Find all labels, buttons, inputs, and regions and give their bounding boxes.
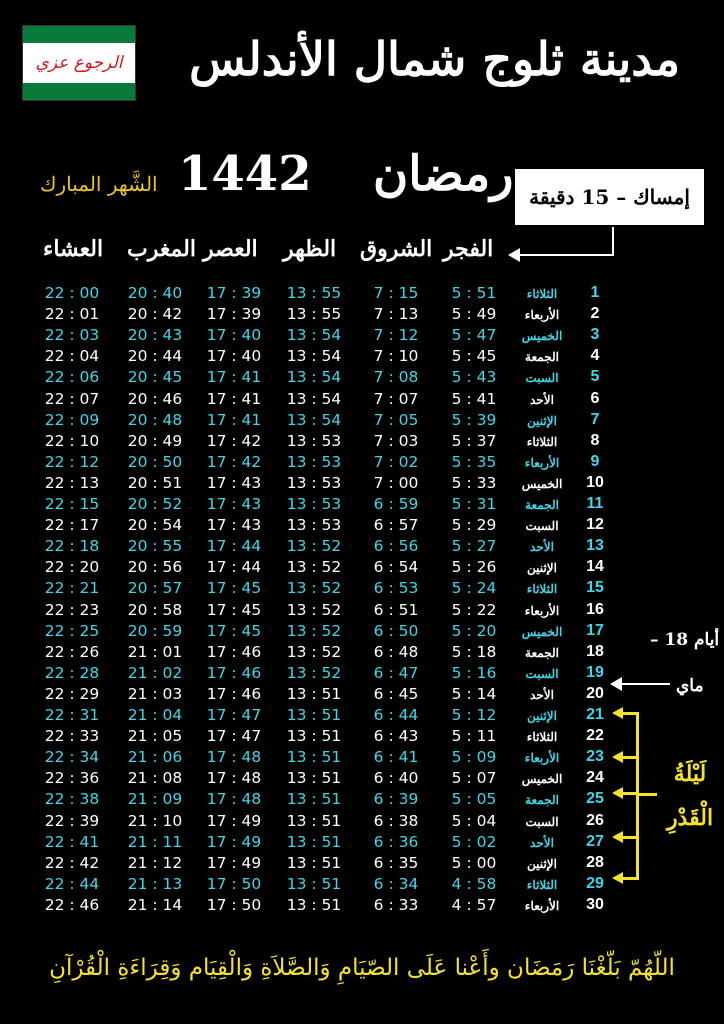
cell-isha: 22 : 26 [44, 642, 100, 661]
cell-day: الثلاثاء [526, 434, 558, 449]
cell-day: الأحد [530, 687, 554, 702]
cell-asr: 17 : 47 [206, 727, 262, 746]
cell-maghrib: 20 : 45 [127, 368, 183, 387]
cell-isha: 22 : 09 [44, 410, 100, 429]
cell-sunrise: 6 : 38 [373, 811, 419, 830]
page-title: مدينة ثلوج شمال الأندلس [189, 32, 680, 86]
cell-asr: 17 : 45 [206, 579, 262, 598]
flag-logo [22, 25, 136, 101]
cell-fajr: 5 : 16 [451, 663, 497, 682]
qadr-connector [639, 793, 657, 796]
qadr-tick-27 [622, 836, 636, 839]
cell-maghrib: 21 : 08 [127, 769, 183, 788]
cell-day: الإثنين [527, 709, 557, 723]
cell-fajr: 5 : 11 [451, 727, 497, 746]
cell-maghrib: 20 : 54 [127, 516, 183, 535]
cell-day-number: 23 [586, 748, 604, 766]
cell-isha: 22 : 15 [44, 495, 100, 513]
cell-day-number: 14 [586, 558, 604, 576]
cell-maghrib: 20 : 49 [127, 431, 183, 450]
cell-sunrise: 7 : 13 [373, 305, 419, 324]
cell-sunrise: 6 : 51 [373, 600, 419, 619]
blessed-month-label: الشَّهر المبارك [40, 172, 158, 196]
cell-day-number: 25 [586, 790, 604, 808]
cell-maghrib: 20 : 40 [127, 284, 183, 302]
cell-isha: 22 : 33 [44, 727, 100, 746]
cell-asr: 17 : 48 [206, 769, 262, 788]
cell-isha: 22 : 23 [44, 600, 100, 619]
cell-fajr: 5 : 04 [451, 811, 497, 830]
imsak-connector-horizontal [520, 254, 614, 256]
cell-fajr: 5 : 27 [451, 537, 497, 556]
cell-dhuhr: 13 : 51 [286, 684, 342, 703]
table-row [0, 474, 724, 496]
cell-maghrib: 20 : 46 [127, 389, 183, 408]
cell-day-number: 1 [590, 284, 600, 301]
cell-day: الجمعة [525, 350, 559, 365]
cell-fajr: 5 : 26 [451, 558, 497, 577]
cell-day-number: 27 [586, 832, 604, 850]
may-connector [622, 683, 670, 685]
cell-sunrise: 6 : 57 [373, 516, 419, 535]
cell-day: الأحد [530, 392, 554, 407]
cell-asr: 17 : 50 [206, 895, 262, 914]
qadr-arrow-icon-21 [612, 707, 623, 719]
cell-day-number: 16 [586, 600, 604, 618]
may-arrow-icon [610, 677, 622, 691]
cell-dhuhr: 13 : 53 [286, 516, 342, 535]
cell-asr: 17 : 42 [206, 431, 262, 450]
table-row [0, 390, 724, 412]
cell-isha: 22 : 28 [44, 663, 100, 682]
cell-day: الثلاثاء [526, 730, 558, 745]
cell-sunrise: 6 : 44 [373, 706, 419, 724]
cell-day: الإثنين [527, 856, 557, 871]
qadr-arrow-icon-25 [612, 787, 623, 799]
cell-asr: 17 : 39 [206, 305, 262, 324]
cell-sunrise: 7 : 05 [373, 410, 419, 429]
cell-fajr: 5 : 09 [451, 748, 497, 767]
qadr-arrow-icon-29 [612, 872, 623, 884]
cell-day-number: 5 [590, 368, 600, 386]
imsak-connector-vertical [612, 227, 614, 255]
cell-fajr: 5 : 43 [451, 368, 497, 387]
cell-sunrise: 7 : 15 [373, 284, 419, 302]
cell-dhuhr: 13 : 52 [286, 600, 342, 619]
qadr-arrow-icon-27 [612, 831, 623, 843]
cell-fajr: 5 : 22 [451, 600, 497, 619]
cell-fajr: 5 : 47 [451, 326, 497, 345]
cell-isha: 22 : 13 [44, 473, 100, 492]
cell-sunrise: 6 : 53 [373, 579, 419, 598]
cell-dhuhr: 13 : 52 [286, 558, 342, 577]
qadr-bracket [636, 712, 639, 880]
cell-dhuhr: 13 : 54 [286, 368, 342, 387]
header-isha: العشاء [43, 236, 104, 262]
cell-dhuhr: 13 : 52 [286, 642, 342, 661]
month-year: 1442 [178, 146, 312, 202]
header-maghrib: المغرب [127, 236, 196, 262]
cell-maghrib: 20 : 57 [127, 579, 183, 598]
laylat-al-qadr-label: لَيْلَةُ الْقَدْرِ [666, 761, 714, 831]
cell-dhuhr: 13 : 53 [286, 473, 342, 492]
cell-fajr: 5 : 02 [451, 832, 497, 851]
table-row [0, 537, 724, 559]
qadr-tick-29 [622, 877, 636, 880]
cell-fajr: 5 : 45 [451, 347, 497, 366]
cell-fajr: 4 : 58 [451, 874, 497, 893]
cell-sunrise: 6 : 41 [373, 748, 419, 767]
table-row [0, 453, 724, 475]
imsak-arrow-icon [508, 248, 520, 262]
cell-sunrise: 7 : 00 [373, 473, 419, 492]
cell-dhuhr: 13 : 51 [286, 706, 342, 724]
header-sunrise: الشروق [360, 236, 433, 262]
cell-day-number: 3 [590, 326, 600, 344]
cell-dhuhr: 13 : 55 [286, 284, 342, 302]
cell-maghrib: 21 : 05 [127, 727, 183, 746]
cell-fajr: 5 : 37 [451, 431, 497, 450]
logo-text: الرجوع عزي [35, 53, 123, 73]
table-row [0, 601, 724, 623]
cell-sunrise: 6 : 59 [373, 495, 419, 513]
cell-isha: 22 : 39 [44, 811, 100, 830]
cell-isha: 22 : 29 [44, 684, 100, 703]
cell-asr: 17 : 42 [206, 452, 262, 471]
cell-isha: 22 : 21 [44, 579, 100, 598]
table-row [0, 643, 724, 665]
qadr-tick-21 [622, 712, 636, 715]
table-row [0, 368, 724, 390]
cell-asr: 17 : 43 [206, 516, 262, 535]
cell-asr: 17 : 43 [206, 495, 262, 513]
cell-day: الأحد [530, 835, 554, 850]
cell-dhuhr: 13 : 51 [286, 853, 342, 872]
cell-dhuhr: 13 : 55 [286, 305, 342, 324]
cell-isha: 22 : 42 [44, 853, 100, 872]
cell-sunrise: 7 : 02 [373, 452, 419, 471]
cell-fajr: 5 : 24 [451, 579, 497, 598]
cell-sunrise: 6 : 35 [373, 853, 419, 872]
cell-fajr: 5 : 07 [451, 769, 497, 788]
cell-day: الثلاثاء [526, 287, 558, 301]
cell-dhuhr: 13 : 51 [286, 748, 342, 767]
cell-day: الخميس [521, 329, 563, 344]
cell-dhuhr: 13 : 51 [286, 832, 342, 851]
cell-isha: 22 : 17 [44, 516, 100, 535]
cell-isha: 22 : 04 [44, 347, 100, 366]
cell-asr: 17 : 41 [206, 410, 262, 429]
month-title [178, 146, 513, 202]
cell-sunrise: 6 : 36 [373, 832, 419, 851]
table-row [0, 727, 724, 749]
cell-fajr: 4 : 57 [451, 895, 497, 914]
cell-fajr: 5 : 00 [451, 853, 497, 872]
table-row [0, 432, 724, 454]
cell-fajr: 5 : 33 [451, 473, 497, 492]
cell-maghrib: 20 : 44 [127, 347, 183, 366]
table-row [0, 896, 724, 918]
cell-day: الأربعاء [524, 603, 560, 618]
qadr-tick-25 [622, 792, 636, 795]
cell-asr: 17 : 47 [206, 706, 262, 724]
cell-dhuhr: 13 : 51 [286, 811, 342, 830]
cell-day: الجمعة [525, 498, 559, 512]
cell-day-number: 30 [586, 895, 604, 913]
table-row [0, 411, 724, 433]
cell-asr: 17 : 45 [206, 621, 262, 640]
cell-day: الخميس [521, 772, 563, 787]
may-note-days: – 18 أيام [650, 630, 720, 650]
cell-maghrib: 21 : 03 [127, 684, 183, 703]
cell-fajr: 5 : 35 [451, 452, 497, 471]
cell-day: الجمعة [525, 793, 559, 808]
cell-asr: 17 : 41 [206, 368, 262, 387]
cell-asr: 17 : 46 [206, 663, 262, 682]
cell-maghrib: 20 : 55 [127, 537, 183, 556]
cell-day-number: 29 [586, 874, 604, 892]
cell-asr: 17 : 44 [206, 558, 262, 577]
cell-day-number: 26 [586, 811, 604, 829]
cell-isha: 22 : 31 [44, 706, 100, 724]
cell-sunrise: 6 : 45 [373, 684, 419, 703]
cell-day-number: 9 [590, 452, 600, 470]
cell-day-number: 17 [586, 621, 604, 639]
cell-maghrib: 21 : 06 [127, 748, 183, 767]
cell-isha: 22 : 18 [44, 537, 100, 556]
cell-day: الأحد [530, 540, 554, 555]
cell-dhuhr: 13 : 51 [286, 790, 342, 809]
cell-dhuhr: 13 : 53 [286, 495, 342, 513]
cell-dhuhr: 13 : 52 [286, 621, 342, 640]
cell-dhuhr: 13 : 51 [286, 874, 342, 893]
may-note-month: ماي [676, 676, 704, 696]
cell-day-number: 7 [590, 410, 600, 428]
cell-maghrib: 21 : 12 [127, 853, 183, 872]
header-dhuhr: الظهر [283, 236, 337, 262]
cell-fajr: 5 : 05 [451, 790, 497, 809]
table-row [0, 622, 724, 644]
cell-isha: 22 : 07 [44, 389, 100, 408]
cell-asr: 17 : 40 [206, 326, 262, 345]
cell-day-number: 18 [586, 642, 604, 660]
cell-asr: 17 : 46 [206, 684, 262, 703]
cell-maghrib: 20 : 59 [127, 621, 183, 640]
cell-maghrib: 21 : 09 [127, 790, 183, 809]
cell-sunrise: 7 : 08 [373, 368, 419, 387]
cell-day-number: 4 [590, 347, 600, 365]
cell-sunrise: 6 : 50 [373, 621, 419, 640]
qadr-arrow-icon-23 [612, 751, 623, 763]
cell-day: الأربعاء [524, 898, 560, 913]
cell-isha: 22 : 36 [44, 769, 100, 788]
cell-dhuhr: 13 : 54 [286, 326, 342, 345]
cell-maghrib: 21 : 13 [127, 874, 183, 893]
cell-sunrise: 6 : 43 [373, 727, 419, 746]
cell-sunrise: 6 : 33 [373, 895, 419, 914]
cell-sunrise: 6 : 56 [373, 537, 419, 556]
cell-day: الأربعاء [524, 308, 560, 323]
table-row [0, 305, 724, 327]
cell-day: الخميس [521, 624, 563, 639]
cell-sunrise: 7 : 12 [373, 326, 419, 345]
cell-isha: 22 : 41 [44, 832, 100, 851]
cell-dhuhr: 13 : 52 [286, 663, 342, 682]
table-row [0, 579, 724, 601]
cell-fajr: 5 : 12 [451, 706, 497, 724]
cell-asr: 17 : 39 [206, 284, 262, 302]
cell-fajr: 5 : 18 [451, 642, 497, 661]
cell-sunrise: 7 : 07 [373, 389, 419, 408]
cell-isha: 22 : 38 [44, 790, 100, 809]
header-fajr: الفجر [443, 236, 494, 262]
cell-asr: 17 : 43 [206, 473, 262, 492]
cell-sunrise: 6 : 48 [373, 642, 419, 661]
cell-dhuhr: 13 : 53 [286, 452, 342, 471]
cell-maghrib: 20 : 50 [127, 452, 183, 471]
table-row [0, 284, 724, 306]
cell-asr: 17 : 44 [206, 537, 262, 556]
cell-maghrib: 21 : 01 [127, 642, 183, 661]
month-name: رمضان [373, 146, 514, 202]
flag-stripe-bottom [23, 83, 135, 100]
flag-stripe-top [23, 26, 135, 43]
cell-day-number: 20 [586, 684, 604, 702]
cell-sunrise: 6 : 54 [373, 558, 419, 577]
cell-maghrib: 20 : 42 [127, 305, 183, 324]
cell-day-number: 24 [586, 769, 604, 787]
cell-isha: 22 : 20 [44, 558, 100, 577]
cell-day: الإثنين [527, 413, 557, 428]
cell-isha: 22 : 25 [44, 621, 100, 640]
cell-day: الثلاثاء [526, 877, 558, 892]
cell-dhuhr: 13 : 54 [286, 347, 342, 366]
cell-day-number: 2 [590, 305, 600, 323]
cell-day: السبت [525, 371, 559, 386]
table-row [0, 516, 724, 538]
table-row [0, 326, 724, 348]
cell-day: الجمعة [525, 645, 559, 660]
table-row [0, 558, 724, 580]
cell-day: السبت [525, 666, 559, 681]
cell-day-number: 21 [586, 706, 604, 723]
cell-asr: 17 : 49 [206, 811, 262, 830]
cell-isha: 22 : 10 [44, 431, 100, 450]
cell-day-number: 19 [586, 663, 604, 681]
cell-isha: 22 : 00 [44, 284, 100, 302]
cell-asr: 17 : 40 [206, 347, 262, 366]
table-row [0, 495, 724, 517]
cell-isha: 22 : 06 [44, 368, 100, 387]
cell-dhuhr: 13 : 54 [286, 389, 342, 408]
cell-maghrib: 20 : 51 [127, 473, 183, 492]
cell-maghrib: 21 : 04 [127, 706, 183, 724]
cell-fajr: 5 : 41 [451, 389, 497, 408]
header-asr: العصر [203, 236, 258, 262]
cell-day-number: 6 [590, 389, 600, 407]
cell-asr: 17 : 45 [206, 600, 262, 619]
cell-fajr: 5 : 39 [451, 410, 497, 429]
imsak-box: إمساك – 15 دقيقة [513, 167, 706, 227]
cell-maghrib: 21 : 11 [127, 832, 183, 851]
cell-isha: 22 : 01 [44, 305, 100, 324]
cell-day: الثلاثاء [526, 582, 558, 597]
cell-day-number: 28 [586, 853, 604, 871]
cell-isha: 22 : 03 [44, 326, 100, 345]
cell-sunrise: 7 : 03 [373, 431, 419, 450]
cell-day-number: 13 [586, 537, 604, 555]
cell-fajr: 5 : 31 [451, 495, 497, 513]
cell-maghrib: 20 : 58 [127, 600, 183, 619]
cell-day: الخميس [521, 476, 563, 491]
cell-day-number: 15 [586, 579, 604, 597]
cell-maghrib: 20 : 52 [127, 495, 183, 513]
cell-asr: 17 : 49 [206, 853, 262, 872]
cell-fajr: 5 : 51 [451, 284, 497, 302]
cell-dhuhr: 13 : 51 [286, 895, 342, 914]
cell-isha: 22 : 34 [44, 748, 100, 767]
cell-fajr: 5 : 14 [451, 684, 497, 703]
cell-maghrib: 20 : 48 [127, 410, 183, 429]
cell-asr: 17 : 48 [206, 790, 262, 809]
cell-isha: 22 : 44 [44, 874, 100, 893]
cell-day-number: 10 [586, 473, 604, 491]
dua-text: اللّهُمّ بَلّغْنَا رَمَضَان وأَعْنا عَلَى الصّيَامِ وَالصَّلاَةِ وَالْقِيَام وَقِرَاءَةِ الْقُرْآنِ [49, 955, 675, 981]
cell-day: الإثنين [527, 561, 557, 576]
cell-sunrise: 6 : 40 [373, 769, 419, 788]
qadr-tick-23 [622, 756, 636, 759]
cell-day: الأربعاء [524, 751, 560, 766]
cell-asr: 17 : 41 [206, 389, 262, 408]
cell-asr: 17 : 50 [206, 874, 262, 893]
cell-dhuhr: 13 : 51 [286, 727, 342, 746]
cell-dhuhr: 13 : 52 [286, 579, 342, 598]
cell-isha: 22 : 46 [44, 895, 100, 914]
cell-sunrise: 6 : 39 [373, 790, 419, 809]
cell-dhuhr: 13 : 53 [286, 431, 342, 450]
cell-day-number: 12 [586, 516, 604, 534]
cell-day: الأربعاء [524, 455, 560, 470]
cell-asr: 17 : 46 [206, 642, 262, 661]
cell-sunrise: 6 : 47 [373, 663, 419, 682]
cell-maghrib: 21 : 14 [127, 895, 183, 914]
cell-maghrib: 20 : 43 [127, 326, 183, 345]
cell-day-number: 11 [586, 495, 604, 512]
cell-fajr: 5 : 20 [451, 621, 497, 640]
cell-sunrise: 7 : 10 [373, 347, 419, 366]
cell-dhuhr: 13 : 52 [286, 537, 342, 556]
cell-dhuhr: 13 : 54 [286, 410, 342, 429]
cell-maghrib: 21 : 02 [127, 663, 183, 682]
cell-maghrib: 20 : 56 [127, 558, 183, 577]
cell-isha: 22 : 12 [44, 452, 100, 471]
cell-asr: 17 : 48 [206, 748, 262, 767]
cell-day: السبت [525, 814, 559, 829]
cell-maghrib: 21 : 10 [127, 811, 183, 830]
cell-sunrise: 6 : 34 [373, 874, 419, 893]
table-row [0, 347, 724, 369]
cell-day-number: 22 [586, 727, 604, 745]
cell-fajr: 5 : 49 [451, 305, 497, 324]
cell-day-number: 8 [590, 431, 600, 449]
cell-fajr: 5 : 29 [451, 516, 497, 535]
cell-day: السبت [525, 519, 559, 534]
cell-asr: 17 : 49 [206, 832, 262, 851]
cell-dhuhr: 13 : 51 [286, 769, 342, 788]
